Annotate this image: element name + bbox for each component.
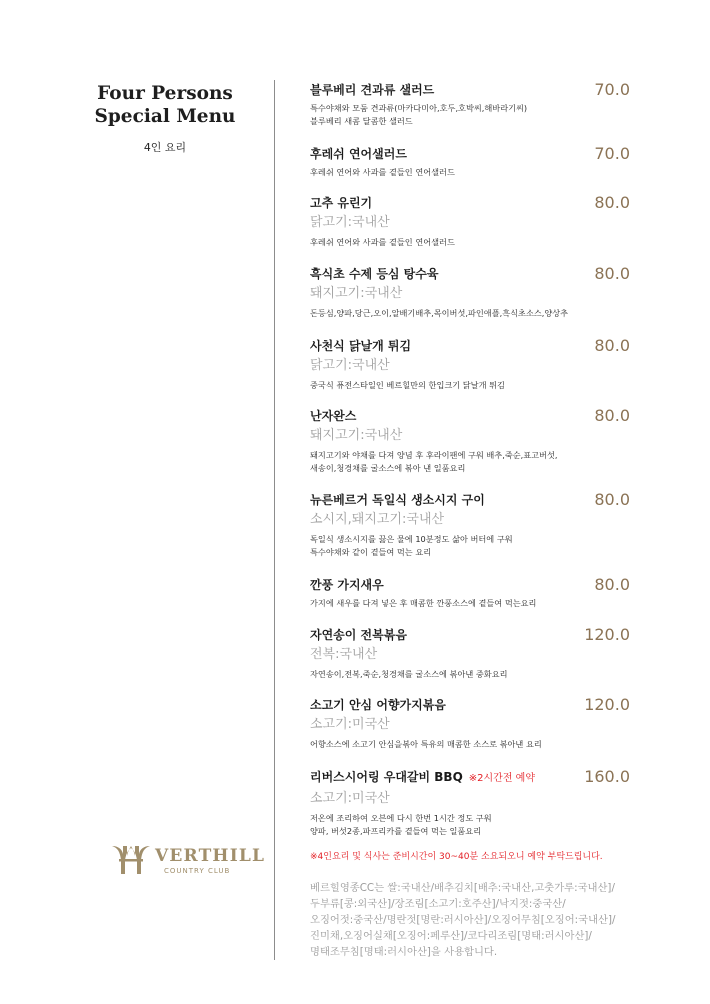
item-name: 자연송이 전복볶음 bbox=[310, 628, 407, 642]
origin-disclosure bbox=[310, 880, 680, 960]
item-origin: 닭고기:국내산 bbox=[310, 215, 390, 230]
item-price: 80.0 bbox=[594, 193, 630, 212]
item-price: 70.0 bbox=[594, 80, 630, 99]
item-description: 특수야채와 모둠 견과류(마카다미아,호두,호박씨,해바라기씨) bbox=[310, 103, 528, 113]
item-origin: 소고기:미국산 bbox=[310, 791, 390, 806]
item-name: 깐풍 가지새우 bbox=[310, 578, 384, 592]
menu-item bbox=[310, 146, 630, 179]
menu-item bbox=[310, 577, 630, 610]
verthill-emblem-icon bbox=[110, 842, 152, 878]
item-description: 어향소스에 소고기 안심을볶아 특유의 매콤한 소스로 볶아낸 요리 bbox=[310, 739, 542, 749]
menu-item bbox=[310, 769, 630, 838]
menu-item bbox=[310, 266, 630, 320]
item-origin: 소고기:미국산 bbox=[310, 717, 390, 732]
menu-item bbox=[310, 82, 630, 128]
brand-subtitle: COUNTRY CLUB bbox=[164, 867, 231, 875]
menu-item bbox=[310, 195, 630, 249]
item-price: 80.0 bbox=[594, 490, 630, 509]
item-name: 후레쉬 연어샐러드 bbox=[310, 147, 407, 161]
item-description: 저온에 조리하여 오븐에 다시 한번 1시간 정도 구워 bbox=[310, 813, 492, 823]
item-name: 흑식초 수제 등심 탕수육 bbox=[310, 267, 439, 281]
item-name: 난자완스 bbox=[310, 409, 357, 423]
item-description: 블루베리 새콤 달콤한 샐러드 bbox=[310, 116, 413, 126]
item-description: 돈등심,양파,당근,오이,알배기배추,목이버섯,파인애플,흑식초소스,양상추 bbox=[310, 308, 569, 318]
menu-item bbox=[310, 338, 630, 392]
item-price: 80.0 bbox=[594, 264, 630, 283]
menu-item bbox=[310, 627, 630, 681]
menu-item bbox=[310, 492, 630, 559]
item-description: 후레쉬 연어와 사과를 곁들인 연어샐러드 bbox=[310, 237, 455, 247]
item-description: 가지에 새우를 다져 넣은 후 매콤한 깐풍소스에 곁들여 먹는요리 bbox=[310, 598, 537, 608]
origin-line: 명태조무침[명태:러시아산]을 사용합니다. bbox=[310, 946, 498, 958]
item-price: 70.0 bbox=[594, 144, 630, 163]
item-price: 80.0 bbox=[594, 575, 630, 594]
vertical-divider bbox=[274, 80, 275, 960]
item-name: 뉴른베르거 독일식 생소시지 구이 bbox=[310, 493, 485, 507]
item-origin: 소시지,돼지고기:국내산 bbox=[310, 512, 445, 527]
item-price: 120.0 bbox=[584, 695, 630, 714]
item-price: 80.0 bbox=[594, 336, 630, 355]
origin-line: 두부류[콩:외국산]/장조림[소고기:호주산]/낙지젓:중국산/ bbox=[310, 898, 566, 910]
origin-line: 진미채,오징어실채[오징어:페루산]/코다리조림[명태:러시아산]/ bbox=[310, 930, 592, 942]
item-origin: 돼지고기:국내산 bbox=[310, 428, 403, 443]
origin-line: 오징어젓:중국산/명란젓[명란:러시아산]/오징어무침[오징어:국내산]/ bbox=[310, 914, 616, 926]
reservation-note: ※2시간전 예약 bbox=[468, 773, 536, 784]
item-origin: 돼지고기:국내산 bbox=[310, 286, 403, 301]
origin-line: 베르힐영종CC는 쌀:국내산/배추김치[배추:국내산,고춧가루:국내산]/ bbox=[310, 882, 615, 894]
item-price: 120.0 bbox=[584, 625, 630, 644]
item-price: 80.0 bbox=[594, 406, 630, 425]
item-name: 사천식 닭날개 튀김 bbox=[310, 339, 412, 353]
item-price: 160.0 bbox=[584, 767, 630, 786]
item-description: 후레쉬 연어와 사과를 곁들인 연어샐러드 bbox=[310, 167, 455, 177]
item-name: 고추 유린기 bbox=[310, 196, 373, 210]
menu-item bbox=[310, 408, 630, 475]
verthill-logo bbox=[110, 840, 270, 880]
preparation-notice: ※4인요리 및 식사는 준비시간이 30~40분 소요되오니 예약 부탁드립니다. bbox=[310, 852, 603, 862]
menu-title-line2: Special Menu bbox=[94, 106, 236, 127]
menu-item bbox=[310, 697, 630, 751]
brand-name: VERTHILL bbox=[155, 846, 266, 866]
menu-title-line1: Four Persons bbox=[97, 83, 233, 104]
item-name: 리버스시어링 우대갈비 BBQ bbox=[310, 770, 463, 784]
menu-subtitle: 4인 요리 bbox=[143, 141, 187, 154]
item-description: 새송이,청경채를 굴소스에 볶아 낸 일품요리 bbox=[310, 463, 466, 473]
item-name: 소고기 안심 어향가지볶음 bbox=[310, 698, 446, 712]
item-origin: 닭고기:국내산 bbox=[310, 358, 390, 373]
item-description: 양파, 버섯2종,파프리카를 곁들여 먹는 일품요리 bbox=[310, 826, 482, 836]
item-name: 블루베리 견과류 샐러드 bbox=[310, 83, 435, 97]
item-description: 특수야채와 같이 곁들여 먹는 요리 bbox=[310, 547, 432, 557]
item-origin: 전복:국내산 bbox=[310, 647, 378, 662]
item-description: 자연송이,전복,죽순,청경채를 굴소스에 볶아낸 중화요리 bbox=[310, 669, 508, 679]
item-description: 돼지고기와 야채를 다져 양념 후 후라이팬에 구워 배추,죽순,표고버섯, bbox=[310, 450, 558, 460]
item-description: 독일식 생소시지를 끓은 물에 10분정도 삶아 버터에 구워 bbox=[310, 534, 513, 544]
item-description: 중국식 퓨전스타일인 베르힐만의 한입크기 닭날개 튀김 bbox=[310, 380, 505, 390]
menu-heading bbox=[60, 82, 270, 155]
